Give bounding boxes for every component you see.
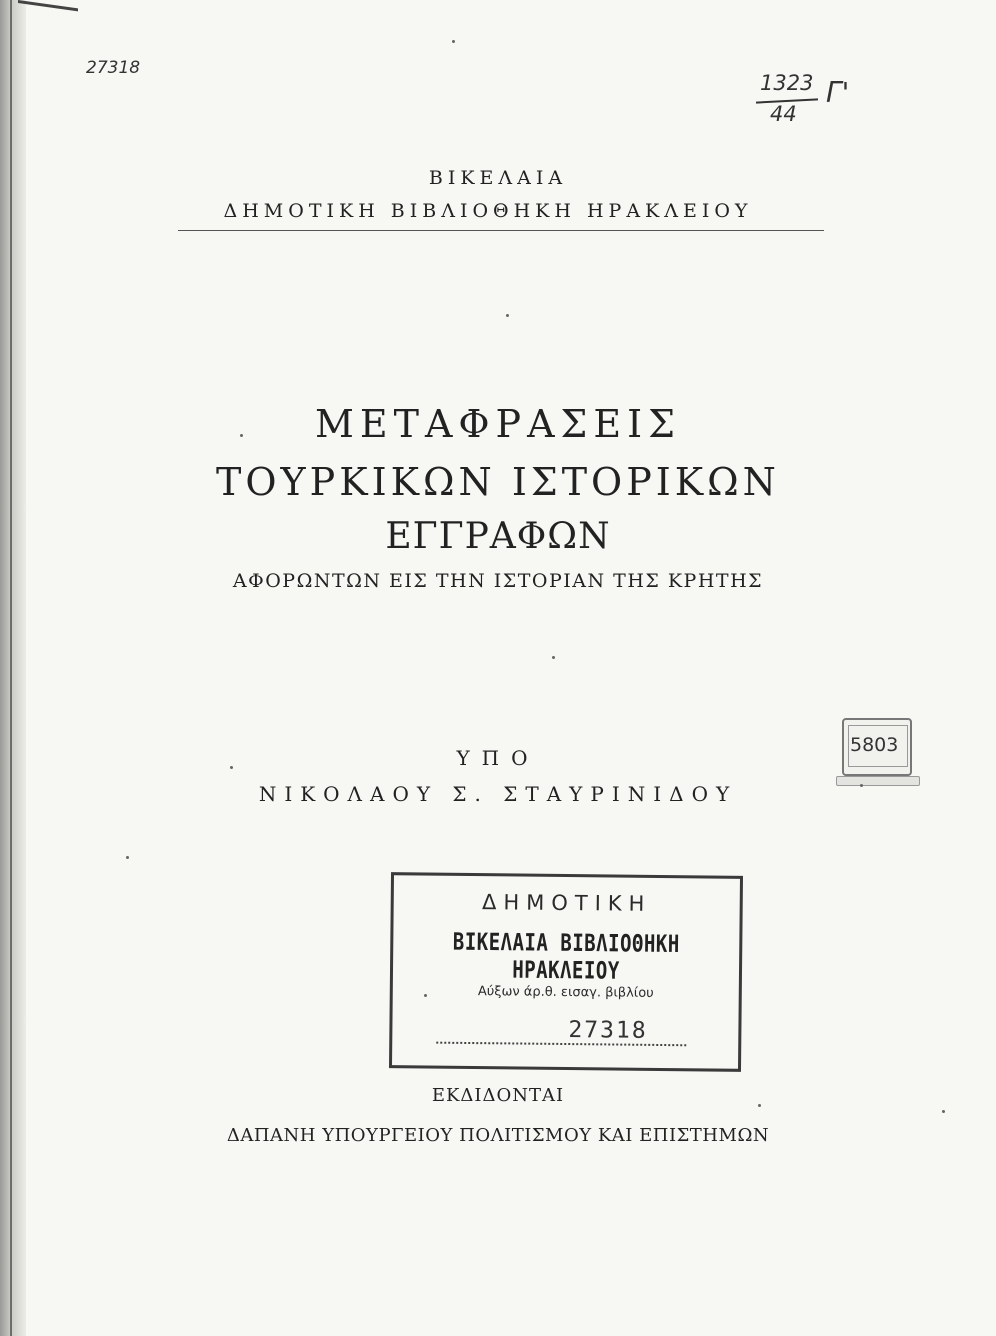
library-stamp: [389, 872, 743, 1072]
subtitle: ΑΦΟΡΩΝΤΩΝ ΕΙΣ ΤΗΝ ΙΣΤΟΡΙΑΝ ΤΗΣ ΚΡΗΤΗΣ: [232, 570, 764, 592]
scan-speck: [452, 40, 455, 43]
scan-speck: [758, 1104, 761, 1107]
title-line3: ΕΓΓΡΑΦΩΝ: [385, 516, 611, 557]
scan-speck: [942, 1110, 945, 1113]
library-name-line1: ΒΙΚΕΛΑΙΑ: [428, 167, 568, 189]
label-sticker: [842, 718, 912, 776]
stamp-accession-number: 27318: [568, 1017, 648, 1044]
handwritten-shelf-mark: Γ': [826, 76, 850, 109]
author-name: ΝΙΚΟΛΑΟΥ Σ. ΣΤΑΥΡΙΝΙΔΟΥ: [258, 782, 738, 806]
scan-speck: [506, 314, 509, 317]
scan-speck: [860, 784, 863, 787]
stamp-dotted-line: [436, 1042, 686, 1047]
label-sticker-number: 5803: [850, 734, 899, 756]
author-by: ΥΠΟ: [456, 746, 540, 770]
handwritten-accession-number: 27318: [86, 58, 141, 78]
scan-speck: [424, 994, 427, 997]
handwritten-shelf-denominator: 44: [770, 102, 797, 126]
stamp-line1: ΔΗΜΟΤΙΚΗ: [481, 890, 652, 916]
title-line1: ΜΕΤΑΦΡΑΣΕΙΣ: [314, 402, 682, 446]
stamp-line2: ΒΙΚΕΛΑΙΑ ΒΙΒΛΙΟΘΗΚΗ ΗΡΑΚΛΕΙΟΥ: [452, 928, 680, 986]
label-sticker-base: [836, 776, 920, 786]
publisher-line2: ΔΑΠΑΝΗ ΥΠΟΥΡΓΕΙΟΥ ΠΟΛΙΤΙΣΜΟΥ ΚΑΙ ΕΠΙΣΤΗΜΩΝ: [226, 1125, 770, 1146]
library-name-line2: ΔΗΜΟΤΙΚΗ ΒΙΒΛΙΟΘΗΚΗ ΗΡΑΚΛΕΙΟΥ: [223, 200, 753, 222]
stamp-line3: Αύξων άρ.θ. εισαγ. βιβλίου: [477, 984, 654, 1001]
scan-speck: [126, 856, 129, 859]
scan-speck: [230, 766, 233, 769]
corner-fold: [18, 0, 78, 41]
header-rule: [178, 230, 824, 231]
publisher-line1: ΕΚΔΙΔΟΝΤΑΙ: [431, 1085, 565, 1106]
title-line2: ΤΟΥΡΚΙΚΩΝ ΙΣΤΟΡΙΚΩΝ: [216, 460, 780, 504]
scan-speck: [552, 656, 555, 659]
handwritten-shelf-numerator: 1323: [760, 71, 814, 95]
scan-speck: [240, 434, 243, 437]
